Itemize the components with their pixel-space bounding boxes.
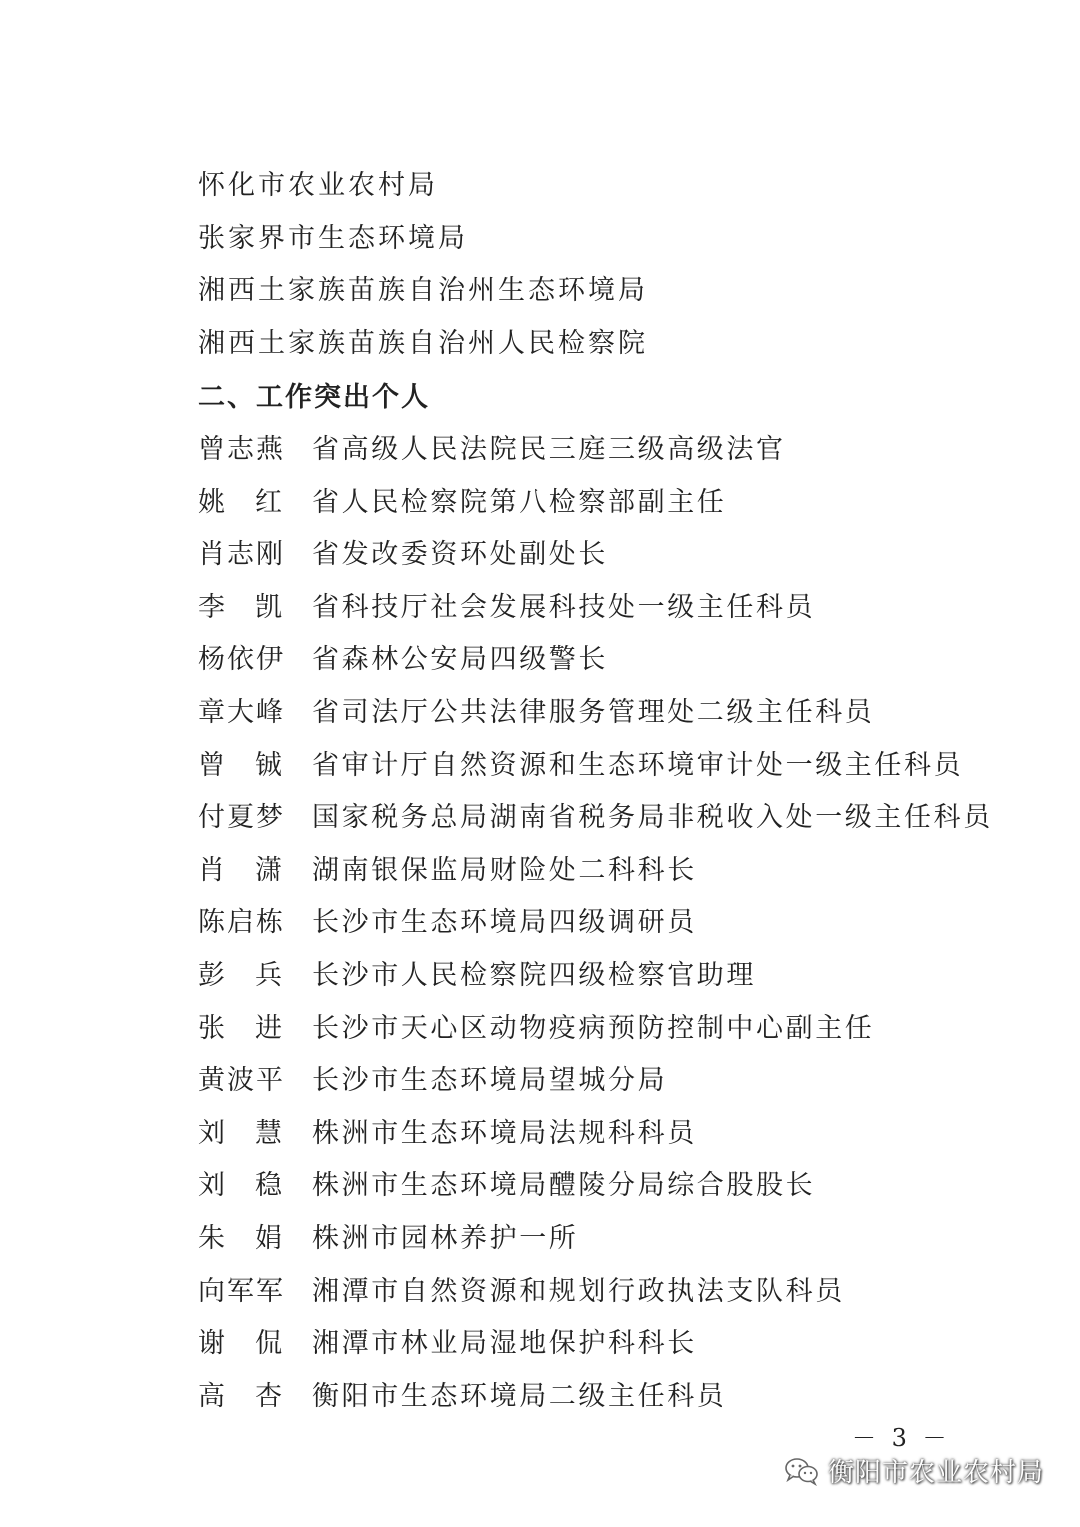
- organization-item: 张家界市生态环境局: [198, 222, 468, 254]
- individual-name: 曾志燕: [198, 434, 285, 465]
- individual-title: 省审计厅自然资源和生态环境审计处一级主任科员: [312, 749, 964, 781]
- individual-name: 彭兵: [198, 959, 284, 991]
- individual-row: [198, 1318, 993, 1371]
- individual-title: 省发改委资环处副处长: [312, 539, 608, 571]
- individual-title: 省高级人民法院民三庭三级高级法官: [312, 434, 786, 465]
- individual-name: 付夏梦: [198, 802, 285, 834]
- individual-title: 株洲市生态环境局醴陵分局综合股股长: [312, 1170, 816, 1202]
- individual-title: 国家税务总局湖南省税务局非税收入处一级主任科员: [312, 802, 993, 834]
- individual-name: 向军军: [198, 1275, 285, 1307]
- individual-row: [198, 1213, 993, 1266]
- individual-name: 黄波平: [198, 1065, 285, 1097]
- individual-row: [198, 1108, 993, 1161]
- individual-title: 省司法厅公共法律服务管理处二级主任科员: [312, 696, 875, 728]
- organization-list: [198, 160, 648, 370]
- individual-row: [198, 1160, 993, 1213]
- individual-name: 曾铖: [198, 749, 284, 781]
- individual-title: 株洲市园林养护一所: [312, 1222, 579, 1254]
- individual-name: 姚红: [198, 486, 284, 518]
- individual-name: 刘稳: [198, 1170, 284, 1202]
- individual-name: 张进: [198, 1012, 284, 1044]
- individual-row: [198, 792, 993, 845]
- individual-row: [198, 529, 993, 582]
- individual-name: 章大峰: [198, 696, 285, 728]
- individual-row: [198, 1003, 993, 1056]
- individual-row: [198, 740, 993, 793]
- individual-row: [198, 845, 993, 898]
- individual-list: [198, 424, 993, 1423]
- individual-title: 湘潭市林业局湿地保护科科长: [312, 1328, 697, 1360]
- individual-name: 李凯: [198, 591, 284, 623]
- individual-row: [198, 1055, 993, 1108]
- individual-name: 杨依伊: [198, 644, 285, 676]
- individual-row: [198, 687, 993, 740]
- section-title: 二、工作突出个人: [198, 382, 430, 413]
- individual-title: 长沙市天心区动物疫病预防控制中心副主任: [312, 1012, 875, 1044]
- individual-title: 长沙市生态环境局四级调研员: [312, 907, 697, 939]
- individual-title: 湘潭市自然资源和规划行政执法支队科员: [312, 1275, 845, 1307]
- individual-name: 刘慧: [198, 1117, 284, 1149]
- individual-title: 省人民检察院第八检察部副主任: [312, 486, 727, 518]
- individual-row: [198, 582, 993, 635]
- individual-row: [198, 634, 993, 687]
- individual-name: 陈启栋: [198, 907, 285, 939]
- individual-name: 肖潇: [198, 854, 284, 886]
- individual-name: 谢侃: [198, 1328, 284, 1360]
- page-number: － 3 －: [852, 1424, 951, 1452]
- watermark-text: 衡阳市农业农村局: [828, 1458, 1045, 1488]
- organization-item: 怀化市农业农村局: [198, 170, 438, 201]
- individual-row: [198, 897, 993, 950]
- individual-name: 肖志刚: [198, 539, 285, 571]
- organization-item: 湘西土家族苗族自治州人民检察院: [198, 327, 648, 359]
- individual-name: 高杏: [198, 1380, 284, 1412]
- individual-row: [198, 1266, 993, 1319]
- watermark: [784, 1452, 1044, 1489]
- individual-title: 长沙市生态环境局望城分局: [312, 1065, 668, 1097]
- wechat-icon: [784, 1456, 820, 1486]
- individual-row: [198, 1371, 993, 1424]
- individual-title: 省科技厅社会发展科技处一级主任科员: [312, 591, 816, 623]
- individual-title: 衡阳市生态环境局二级主任科员: [312, 1380, 727, 1412]
- individual-row: [198, 477, 993, 530]
- individual-title: 省森林公安局四级警长: [312, 644, 608, 676]
- individual-name: 朱娟: [198, 1222, 284, 1254]
- organization-item: 湘西土家族苗族自治州生态环境局: [198, 275, 648, 306]
- individual-title: 湖南银保监局财险处二科科长: [312, 854, 697, 886]
- individual-title: 株洲市生态环境局法规科科员: [312, 1117, 697, 1149]
- individual-row: [198, 950, 993, 1003]
- individual-row: [198, 424, 993, 477]
- individual-title: 长沙市人民检察院四级检察官助理: [312, 959, 756, 991]
